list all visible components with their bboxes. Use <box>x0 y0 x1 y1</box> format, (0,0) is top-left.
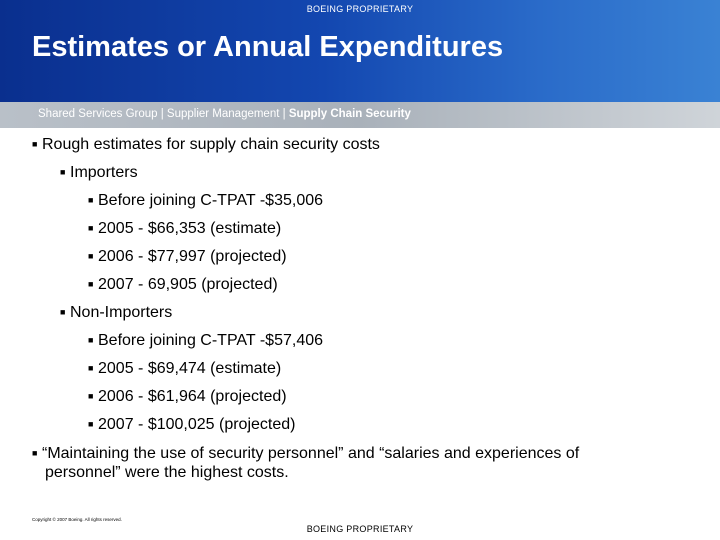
bullet-non-before <box>88 331 323 350</box>
square-bullet-icon: ■ <box>88 195 94 205</box>
bullet-text: Before joining C-TPAT -$57,406 <box>98 332 324 349</box>
breadcrumb-bar <box>0 102 720 128</box>
bullet-text: Importers <box>70 164 138 181</box>
copyright-notice: Copyright © 2007 Boeing. All rights reserved. <box>32 517 122 522</box>
square-bullet-icon: ■ <box>88 279 94 289</box>
bullet-non-2007 <box>88 415 295 434</box>
bullet-text: 2007 - 69,905 (projected) <box>98 276 278 293</box>
slide-title: Estimates or Annual Expenditures <box>32 31 504 63</box>
breadcrumb-current: Supply Chain Security <box>288 108 411 120</box>
square-bullet-icon: ■ <box>60 167 66 177</box>
bullet-imp-2005 <box>88 219 281 238</box>
breadcrumb <box>38 108 411 120</box>
square-bullet-icon: ■ <box>32 448 38 458</box>
bullet-costs <box>32 135 380 154</box>
bullet-text: 2007 - $100,025 (projected) <box>98 416 296 433</box>
proprietary-label-top: BOEING PROPRIETARY <box>306 4 414 14</box>
bullet-non-2005 <box>88 359 281 378</box>
bullet-text-line2: personnel” were the highest costs. <box>45 464 289 481</box>
breadcrumb-path: Shared Services Group | Supplier Management | <box>38 108 289 120</box>
bullet-personnel <box>32 444 579 463</box>
bullet-text: 2005 - $66,353 (estimate) <box>98 220 282 237</box>
bullet-text: 2006 - $61,964 (projected) <box>98 388 287 405</box>
square-bullet-icon: ■ <box>88 223 94 233</box>
bullet-non-importers <box>60 303 172 322</box>
bullet-text: 2006 - $77,997 (projected) <box>98 248 287 265</box>
bullet-imp-2006 <box>88 247 287 266</box>
square-bullet-icon: ■ <box>88 391 94 401</box>
bullet-text: Before joining C-TPAT -$35,006 <box>98 192 324 209</box>
square-bullet-icon: ■ <box>60 307 66 317</box>
square-bullet-icon: ■ <box>88 251 94 261</box>
bullet-imp-before <box>88 191 323 210</box>
proprietary-label-bottom: BOEING PROPRIETARY <box>306 524 414 534</box>
square-bullet-icon: ■ <box>88 363 94 373</box>
bullet-text-line1: “Maintaining the use of security personnel” and “salaries and experiences of <box>42 445 580 462</box>
bullet-personnel-continued <box>45 463 289 482</box>
slide-header <box>0 0 720 102</box>
bullet-text: Non-Importers <box>70 304 173 321</box>
square-bullet-icon: ■ <box>88 335 94 345</box>
bullet-importers <box>60 163 138 182</box>
bullet-imp-2007 <box>88 275 278 294</box>
bullet-text: Rough estimates for supply chain security costs <box>42 136 380 153</box>
bullet-non-2006 <box>88 387 287 406</box>
square-bullet-icon: ■ <box>32 139 38 149</box>
bullet-text: 2005 - $69,474 (estimate) <box>98 360 282 377</box>
square-bullet-icon: ■ <box>88 419 94 429</box>
